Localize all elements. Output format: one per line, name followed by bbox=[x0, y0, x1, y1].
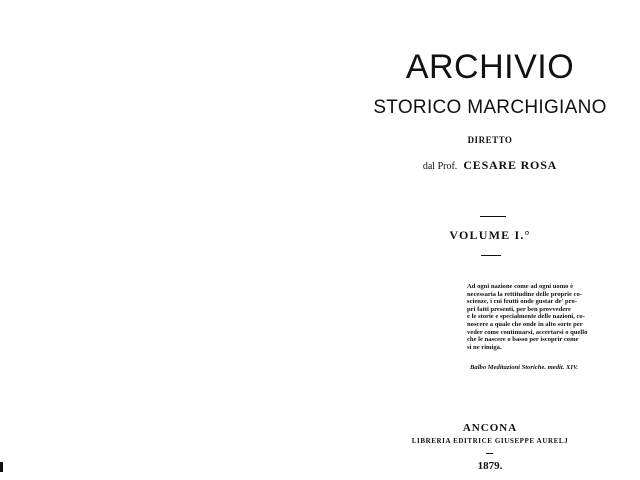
epigraph-line: necessaria la rettitudine delle proprie co- bbox=[467, 290, 582, 298]
epigraph-line: che le nascere o basso per iscoprir come bbox=[467, 336, 579, 344]
epigraph-line: e le storie e specialmente delle nazioni, co- bbox=[467, 313, 585, 321]
publication-year: 1879. bbox=[477, 460, 503, 472]
epigraph bbox=[467, 283, 609, 351]
scan-edge-mark bbox=[0, 462, 3, 472]
editor-name: CESARE ROSA bbox=[463, 158, 558, 172]
publisher: LIBRERIA EDITRICE GIUSEPPE AURELJ bbox=[411, 437, 569, 445]
directed-label: DIRETTO bbox=[467, 135, 513, 145]
epigraph-line: si ne rimiga. bbox=[467, 343, 502, 351]
page-title: ARCHIVIO bbox=[405, 48, 575, 86]
publication-city: ANCONA bbox=[462, 422, 518, 434]
volume-label: VOLUME I.° bbox=[449, 228, 531, 242]
divider-rule bbox=[480, 216, 506, 217]
epigraph-line: Ad ogni nazione come ad ogni uomo è bbox=[467, 283, 574, 290]
editor-prefix: dal Prof. bbox=[422, 161, 458, 172]
divider-rule bbox=[481, 255, 501, 256]
divider-rule bbox=[486, 453, 493, 454]
editor-line bbox=[362, 158, 618, 173]
epigraph-line: pri fatti presenti, per ben provvedere bbox=[467, 305, 571, 313]
epigraph-line: noscere a quale che onde in alto sorte per bbox=[467, 320, 583, 328]
epigraph-line: scienze, i cui frutti onde gustar de' pro- bbox=[467, 298, 578, 306]
epigraph-attribution: Balbo Meditazioni Storiche. medit. XIV. bbox=[470, 364, 579, 371]
page-subtitle: STORICO MARCHIGIANO bbox=[373, 97, 607, 118]
epigraph-line: veder come continuarsi, accertarsi o quello bbox=[467, 328, 588, 336]
